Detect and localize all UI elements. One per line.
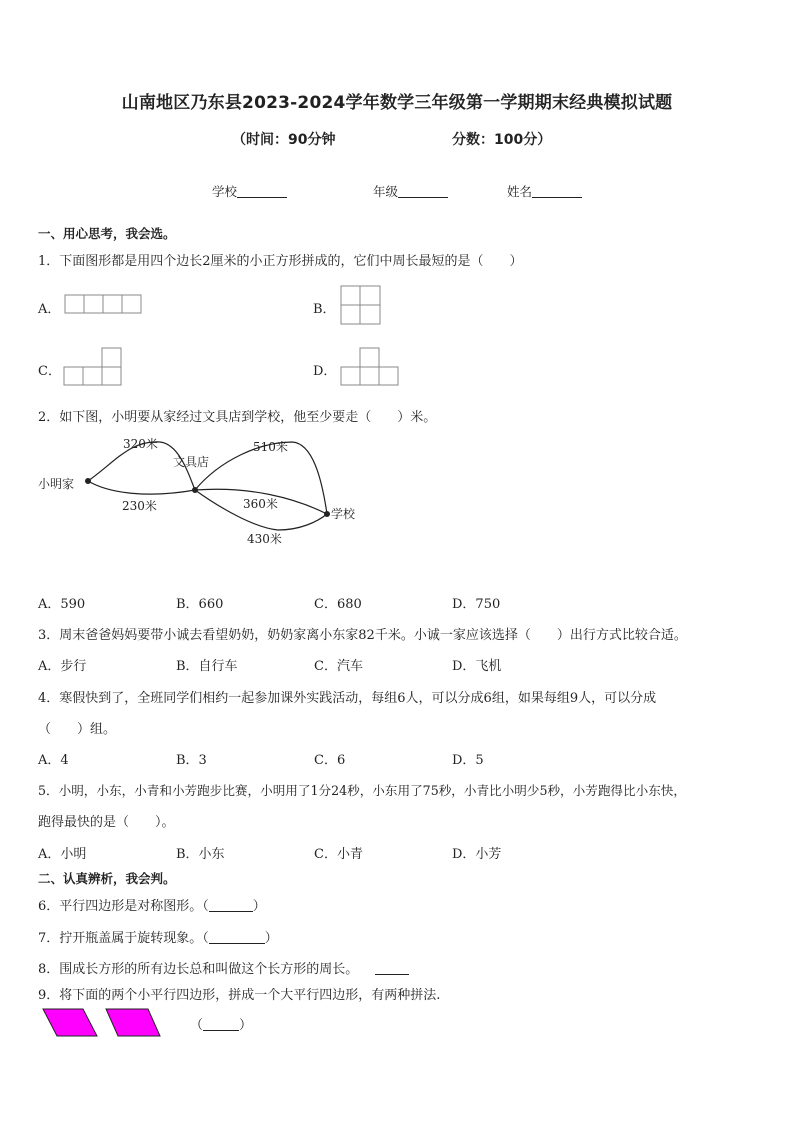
- name-blank[interactable]: [532, 185, 582, 198]
- q5-option-a[interactable]: A．小明: [38, 847, 87, 862]
- q2-option-c[interactable]: C．680: [314, 597, 362, 612]
- distance-510: 510米: [253, 440, 288, 454]
- school-blank[interactable]: [237, 185, 287, 198]
- parallelogram-left: [43, 1009, 97, 1036]
- q1-option-b-label: B．: [313, 302, 336, 317]
- q2-option-a[interactable]: A．590: [38, 597, 86, 612]
- q5-text-line1: 5．小明，小东，小青和小芳跑步比赛，小明用了1分24秒，小东用了75秒，小青比小明少5秒，小芳跑得比小东快，: [38, 783, 686, 798]
- q8-answer-blank[interactable]: [375, 962, 409, 975]
- q9-text: 9．将下面的两个小平行四边形，拼成一个大平行四边形，有两种拼法.: [38, 988, 441, 1003]
- q4-option-d[interactable]: D．5: [452, 753, 484, 768]
- name-label: 姓名: [507, 184, 533, 199]
- home-point: [85, 478, 91, 484]
- q2-option-d[interactable]: D．750: [452, 597, 501, 612]
- q1-text: 1．下面图形都是用四个边长2厘米的小正方形拼成的，它们中周长最短的是（ ）: [38, 254, 523, 269]
- school-field[interactable]: [212, 182, 287, 200]
- distance-430: 430米: [247, 532, 282, 546]
- q7-close-paren: ）: [264, 931, 278, 946]
- q5-option-c[interactable]: C．小青: [314, 847, 363, 862]
- q9-close-paren: ）: [239, 1018, 253, 1033]
- q1-option-b-figure[interactable]: [340, 285, 382, 325]
- q4-option-a[interactable]: A．4: [38, 753, 69, 768]
- q7-text: 7．拧开瓶盖属于旋转现象。（: [38, 931, 209, 946]
- school-point: [324, 511, 330, 517]
- distance-320: 320米: [123, 437, 158, 451]
- q6-answer-blank[interactable]: [209, 899, 253, 912]
- section1-title: 一、用心思考，我会选。: [38, 226, 176, 241]
- section2-title: 二、认真辨析，我会判。: [38, 871, 176, 886]
- q3-option-b[interactable]: B．自行车: [176, 659, 238, 674]
- q7-line: [38, 927, 278, 946]
- exam-time: （时间：90分钟: [232, 132, 336, 148]
- route-home-shop-bottom: [88, 481, 195, 494]
- grade-label: 年级: [373, 184, 399, 199]
- distance-230: 230米: [122, 499, 157, 513]
- q9-open-paren: （: [190, 1018, 204, 1033]
- shop-point: [192, 487, 198, 493]
- school-label: 学校: [331, 507, 356, 521]
- q1-option-c-label: C．: [38, 364, 61, 379]
- q5-text-line2: 跑得最快的是（ ）。: [38, 815, 175, 830]
- q2-text: 2．如下图，小明要从家经过文具店到学校，他至少要走（ ）米。: [38, 410, 437, 425]
- q1-option-a-figure[interactable]: [64, 294, 142, 314]
- q6-line: [38, 895, 266, 914]
- distance-360: 360米: [243, 497, 278, 511]
- q3-text: 3．周末爸爸妈妈要带小诚去看望奶奶，奶奶家离小东家82千米。小诚一家应该选择（ ）出行方式比较合适。: [38, 628, 687, 643]
- exam-score: 分数：100分）: [452, 132, 552, 148]
- q2-option-b[interactable]: B．660: [176, 597, 224, 612]
- q9-answer-line: [190, 1014, 252, 1033]
- page-title: 山南地区乃东县2023-2024学年数学三年级第一学期期末经典模拟试题: [121, 93, 673, 113]
- shop-label: 文具店: [173, 455, 210, 469]
- school-label: 学校: [212, 184, 238, 199]
- q7-answer-blank[interactable]: [209, 931, 265, 944]
- q4-option-b[interactable]: B．3: [176, 753, 207, 768]
- q5-option-d[interactable]: D．小芳: [452, 847, 502, 862]
- q3-option-c[interactable]: C．汽车: [314, 659, 363, 674]
- q3-option-d[interactable]: D．飞机: [452, 659, 502, 674]
- q1-option-d-label: D．: [313, 364, 337, 379]
- q9-answer-blank[interactable]: [203, 1018, 239, 1031]
- parallelogram-right: [106, 1009, 160, 1036]
- q8-text: 8．围成长方形的所有边长总和叫做这个长方形的周长。: [38, 962, 359, 977]
- q9-parallelograms: [42, 1008, 167, 1038]
- q4-text-line2: （ ）组。: [38, 722, 117, 737]
- grade-field[interactable]: [373, 182, 448, 200]
- q4-text-line1: 4．寒假快到了，全班同学们相约一起参加课外实践活动，每组6人，可以分成6组，如果每组9人，可以分成: [38, 691, 657, 706]
- q1-option-c-figure[interactable]: [63, 347, 123, 387]
- grade-blank[interactable]: [398, 185, 448, 198]
- home-label: 小明家: [38, 477, 75, 491]
- q8-line: [38, 958, 409, 977]
- q4-option-c[interactable]: C．6: [314, 753, 346, 768]
- q2-route-diagram: [30, 430, 370, 560]
- q5-option-b[interactable]: B．小东: [176, 847, 225, 862]
- name-field[interactable]: [507, 182, 582, 200]
- q6-text: 6．平行四边形是对称图形。（: [38, 899, 209, 914]
- q3-option-a[interactable]: A．步行: [38, 659, 87, 674]
- q1-option-d-figure[interactable]: [340, 347, 400, 387]
- q6-close-paren: ）: [252, 899, 266, 914]
- q1-option-a-label: A．: [38, 302, 61, 317]
